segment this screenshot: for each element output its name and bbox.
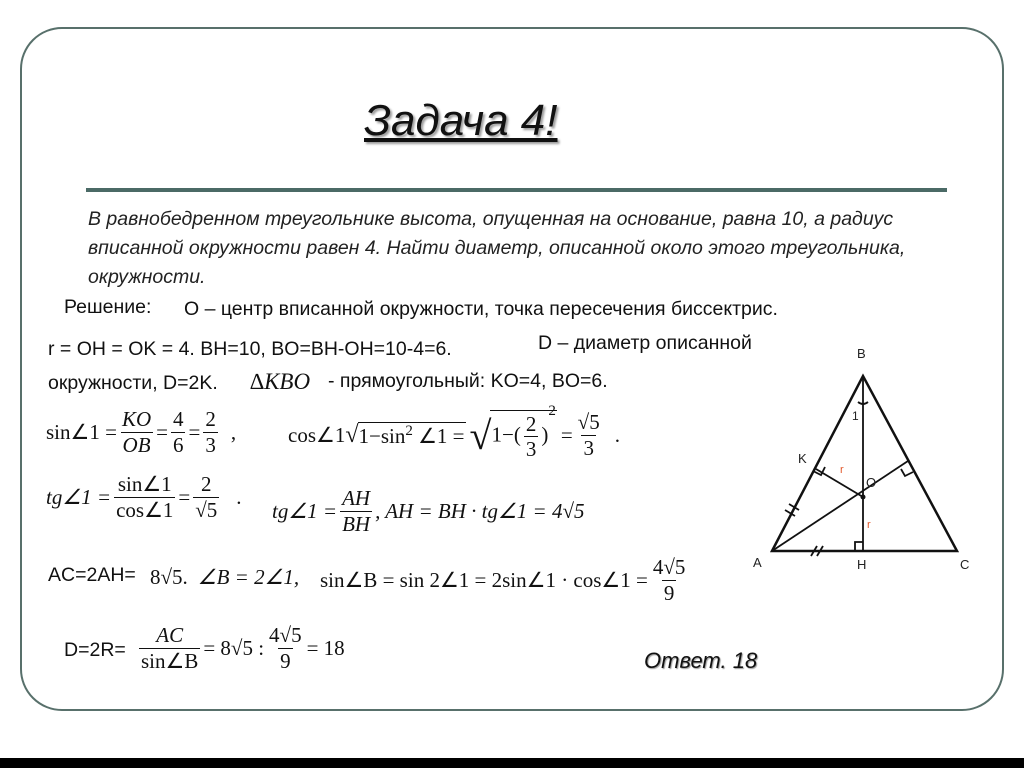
cos-eq: =	[560, 422, 573, 447]
tg-lhs: tg∠1 =	[46, 484, 112, 509]
tg2-rest: , AH = BH · tg∠1 = 4√5	[375, 498, 585, 523]
sqrt-icon: √	[345, 421, 359, 448]
label-c: C	[960, 557, 970, 572]
triangle-diagram	[745, 340, 990, 580]
d-result: = 18	[306, 635, 345, 660]
solution-label: Решение:	[64, 296, 152, 318]
sin-b-den: 9	[663, 580, 675, 605]
ac-formula	[150, 552, 299, 602]
bottom-bar	[0, 758, 1024, 768]
cos-num: 2	[525, 411, 537, 436]
sin-den-2: 6	[172, 432, 184, 457]
d-den-2: 9	[280, 648, 291, 673]
label-h: H	[857, 557, 867, 572]
sin-eq-2: =	[188, 419, 201, 444]
problem-statement: В равнобедренном треугольнике высота, опущенная на основание, равна 10, а радиус вписанной окружности равен 4. Найти диаметр, описанной около этого треугольника, окружности.	[88, 208, 906, 288]
tg2-formula	[272, 480, 584, 542]
sin-formula	[46, 402, 236, 462]
cos-formula: cos∠1 √ $1-\sin^2$ ∠1 = √ 1−( $\frac{2}{3}$ )$^2$ = $\frac{√5}{3}$ .	[288, 403, 620, 461]
cos-lhs: cos∠1	[288, 422, 346, 447]
cos-dot: .	[614, 422, 620, 447]
cos-exp2: 2	[548, 403, 556, 420]
cos-den: 3	[525, 437, 537, 461]
tg-num-1: sin∠1	[117, 472, 172, 497]
tg-den-1: cos∠1	[116, 497, 174, 522]
tg-dot: .	[236, 484, 242, 509]
sin-b-num: 4√5	[652, 555, 686, 580]
solution-line-1: О – центр вписанной окружности, точка пересечения биссектрис.	[184, 298, 778, 320]
sin-comma: ,	[230, 419, 237, 444]
solution-line-2b: D – диаметр описанной	[538, 332, 752, 354]
d-num-2: 4√5	[269, 623, 302, 648]
tg2-lhs: tg∠1 =	[272, 498, 338, 523]
label-angle-1: 1	[852, 409, 859, 423]
d-num-1: AC	[156, 623, 184, 648]
sin-lhs: sin∠1 =	[46, 419, 117, 444]
sin-eq-1: =	[156, 419, 168, 444]
label-r-oh: r	[867, 519, 871, 531]
solution-line-2: r = OH = OK = 4. BH=10, BO=BH-OH=10-4=6.	[48, 338, 452, 360]
sin-num-3: 2	[205, 407, 216, 432]
tg2-num: AH	[342, 486, 371, 511]
answer: Ответ. 18	[644, 648, 758, 673]
d-mid: = 8√5 :	[203, 635, 265, 660]
tg-formula	[46, 466, 242, 528]
title-divider	[86, 188, 947, 192]
cos-one: 1−	[491, 422, 514, 447]
cos-den-2: 3	[583, 435, 594, 460]
ac-label: AC=2AH=	[48, 564, 136, 586]
cos-exp: 2	[405, 422, 413, 439]
label-a: A	[753, 555, 762, 570]
d-formula	[136, 616, 345, 680]
solution-line-3a: окружности, D=2K.	[48, 372, 218, 394]
tg-eq: =	[178, 484, 191, 509]
tg-num-2: 2	[201, 472, 212, 497]
d-den-1: sin∠B	[141, 648, 199, 673]
sin-den-3: 3	[205, 432, 216, 457]
tg2-den: BH	[342, 511, 371, 536]
sin-num-2: 4	[172, 407, 184, 432]
cos-mid2: ∠1 =	[418, 423, 465, 448]
sin-b-text: sin∠B = sin 2∠1 = 2sin∠1 · cos∠1 =	[320, 567, 648, 592]
label-r-ok: r	[840, 464, 844, 476]
cos-mid: 1−sin	[358, 423, 406, 448]
label-b: B	[857, 346, 866, 361]
page-title: Задача 4!	[364, 96, 558, 145]
label-o: O	[866, 475, 877, 490]
sin-den-1: OB	[122, 432, 151, 457]
angle-b-eq: ∠B = 2∠1,	[197, 564, 300, 589]
ac-value: 8√5.	[150, 564, 188, 589]
center-o-dot	[861, 495, 866, 500]
triangle-kbo: ∆KBO	[250, 369, 311, 394]
big-sqrt-icon: √	[469, 412, 492, 458]
tg-den-2: √5	[195, 497, 218, 522]
right-angle-c	[901, 469, 913, 476]
sin-b-formula	[320, 548, 690, 612]
solution-line-3b: - прямоугольный: KO=4, BO=6.	[328, 370, 608, 392]
right-angle-h	[855, 542, 863, 551]
sin-num-1: KO	[121, 407, 152, 432]
label-k: K	[798, 451, 807, 466]
cos-num-2: √5	[577, 410, 600, 435]
d-label: D=2R=	[64, 639, 126, 661]
